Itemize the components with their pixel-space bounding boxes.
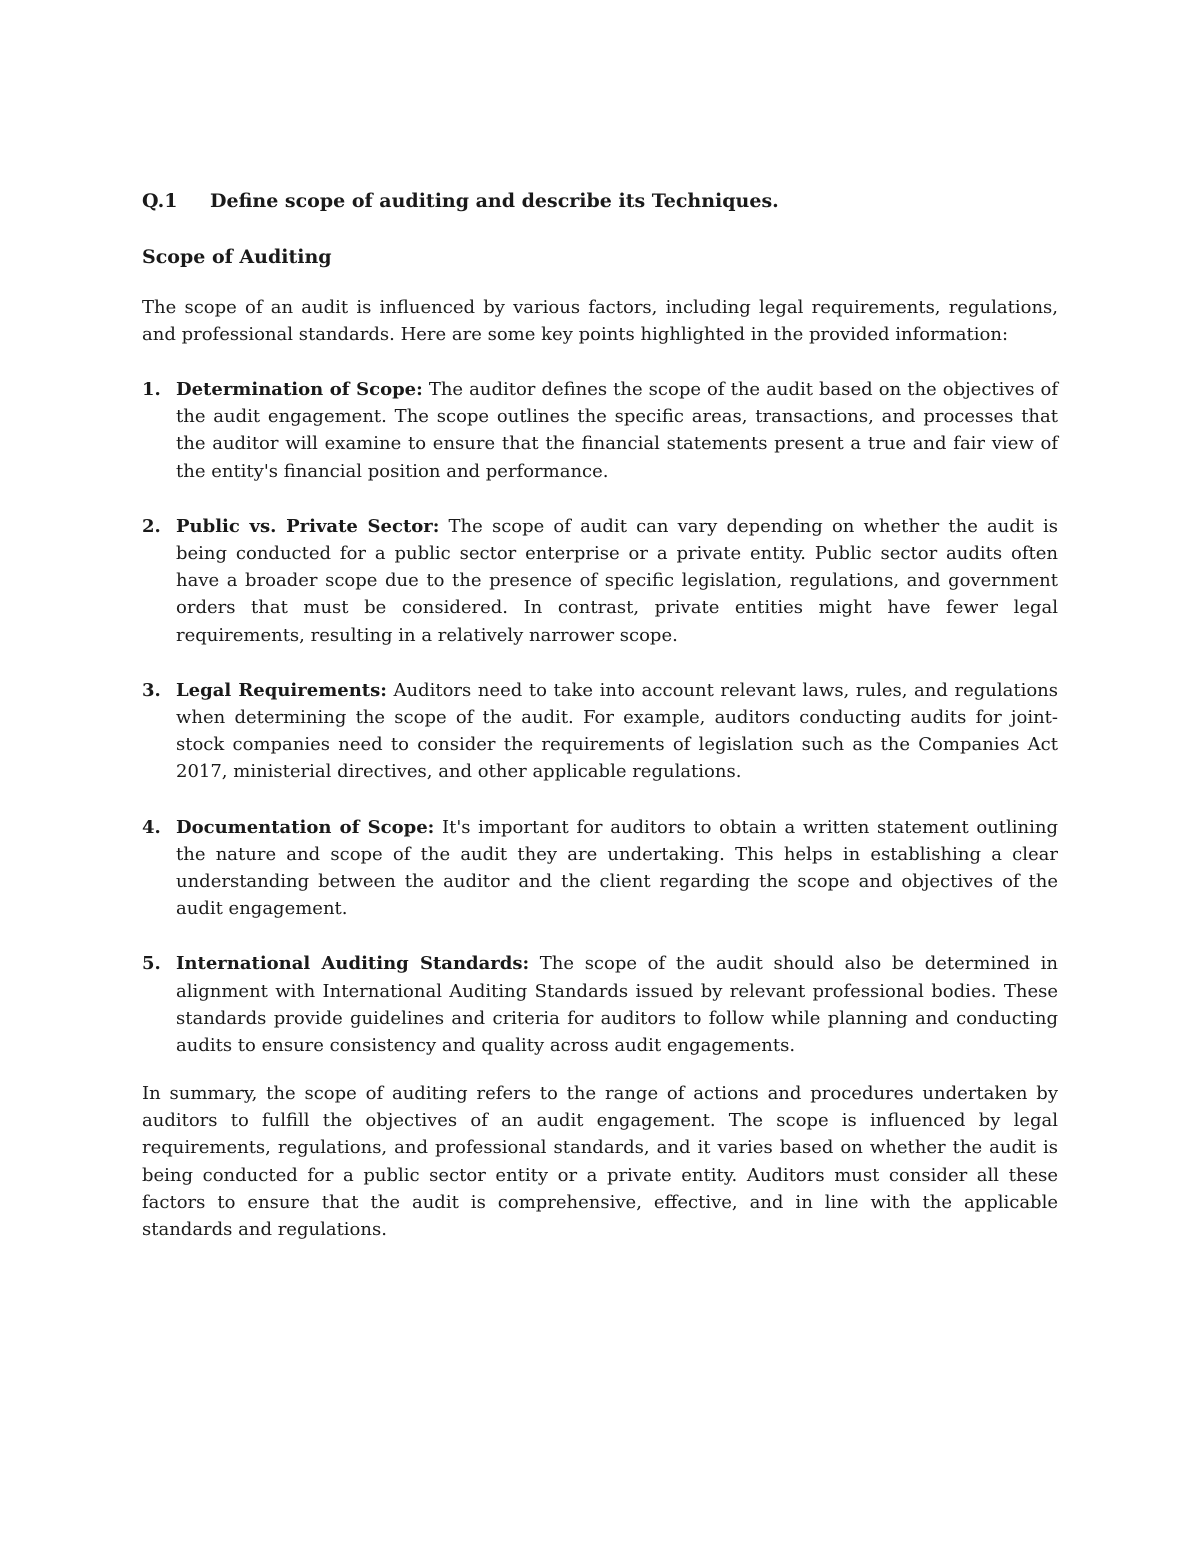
list-item-text: The auditor defines the scope of the audit based on the objectives of the audit engagement. The scope outlines the specific areas, transactions, and processes that the auditor will examine to ensure that the financial statements present a true and fair view of the entity's financial position and performance. (176, 379, 1058, 482)
list-item (142, 677, 1058, 786)
list-item-text: The scope of audit can vary depending on whether the audit is being conducted for a public sector enterprise or a private entity. Public sector audits often have a broader scope due to the presence of specific legislation, regulations, and government orders that must be considered. In contrast, private entities might have fewer legal requirements, resulting in a relatively narrower scope. (176, 515, 1059, 646)
list-item-term: Public vs. Private Sector: (176, 515, 440, 537)
list-item-term: Documentation of Scope: (176, 816, 435, 838)
question-number: Q.1 (142, 190, 178, 212)
list-item-number: 4. (142, 816, 161, 838)
list-item (142, 376, 1058, 485)
list-item-number: 2. (142, 515, 161, 537)
question-text: Define scope of auditing and describe its Techniques. (210, 190, 779, 212)
list-item-number: 3. (142, 679, 161, 701)
list-item-term: Determination of Scope: (176, 379, 423, 400)
list-item-term: Legal Requirements: (176, 679, 387, 701)
list-item-text: It's important for auditors to obtain a written statement outlining the nature and scope of the audit they are undertaking. This helps in establishing a clear understanding between the auditor and the client regarding the scope and objectives of the audit engagement. (176, 816, 1058, 920)
list-item-text: The scope of the audit should also be determined in alignment with International Auditing Standards issued by relevant professional bodies. These standards provide guidelines and criteria for auditors to follow while planning and conducting audits to ensure consistency and quality across audit engagements. (176, 953, 1058, 1057)
section-heading: Scope of Auditing (142, 246, 332, 268)
list-item (142, 950, 1058, 1059)
intro-paragraph: The scope of an audit is influenced by various factors, including legal requirements, regulations, and professional standards. Here are some key points highlighted in the provided information: (142, 297, 1058, 345)
list-item-number: 5. (142, 953, 161, 975)
list-item-text: Auditors need to take into account relevant laws, rules, and regulations when determining the scope of the audit. For example, auditors conducting audits for joint-stock companies need to consider the requirements of legislation such as the Companies Act 2017, ministerial directives, and other applicable regulations. (176, 679, 1058, 783)
summary-paragraph: In summary, the scope of auditing refers to the range of actions and procedures undertaken by auditors to fulfill the objectives of an audit engagement. The scope is influenced by legal requirements, regulations, and professional standards, and it varies based on whether the audit is being conducted for a public sector entity or a private entity. Auditors must consider all these factors to ensure that the audit is comprehensive, effective, and in line with the applicable standards and regulations. (142, 1083, 1058, 1241)
list-item-term: International Auditing Standards: (176, 953, 530, 975)
list-item (142, 513, 1058, 649)
list-item (142, 814, 1058, 923)
question-heading (142, 186, 779, 216)
list-item-number: 1. (142, 379, 161, 400)
key-points-list (142, 376, 1058, 1087)
